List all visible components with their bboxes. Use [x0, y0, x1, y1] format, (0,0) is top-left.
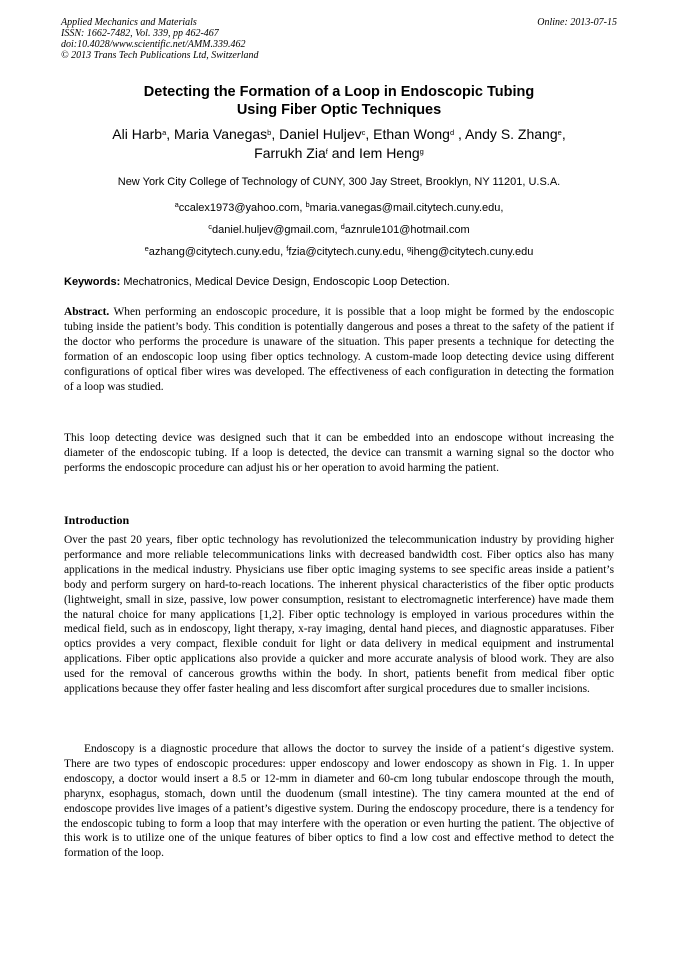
journal-header [61, 17, 617, 61]
keywords-line [64, 275, 616, 289]
email-mark: e [144, 244, 149, 253]
author-list: Ali Harb$^a$, Maria Vanegas$^b$, Daniel Huljev$^c$, Ethan Wong$^d$ , Andy S. Zhang$^e$, Farrukh Zia$^f$ and Iem Heng$^g$ [112, 126, 566, 161]
section-heading-introduction: Introduction [64, 513, 130, 527]
email-address[interactable]: azhang@citytech.cuny.edu, [148, 246, 284, 258]
email-mark: f [286, 244, 289, 253]
author-affil-mark: c [361, 128, 366, 137]
online-date: Online: 2013-07-15 [537, 17, 617, 28]
author-affil-mark: f [325, 146, 328, 156]
doi-line: doi:10.4028/www.scientific.net/AMM.339.462 [61, 39, 246, 50]
keywords-label: Keywords: [64, 276, 121, 288]
author-name: Farrukh Zia [254, 144, 326, 161]
email-address[interactable]: fzia@citytech.cuny.edu, [288, 246, 404, 258]
email-row [61, 197, 617, 219]
title-line-1: Detecting the Formation of a Loop in Endoscopic Tubing [143, 84, 535, 100]
issn-line: ISSN: 1662-7482, Vol. 339, pp 462-467 [61, 28, 219, 39]
author-name: Ali Harb [112, 126, 163, 142]
author-affil-mark: d [449, 128, 455, 137]
abstract-text: When performing an endoscopic procedure, it is possible that a loop might be formed by the endoscopic tubing inside the patient’s body. This condition is potentially dangerous and poses a threat to the safety of the patient if the doctor who performs the procedure is unaware of the situation. This paper presents a technique for detecting the formation of an endoscopic loop using fiber optics technology. A custom-made loop detecting device using different configurations of optical fiber wires was developed. The effectiveness of each configuration in detecting the formation of a loop was studied. [64, 306, 614, 393]
intro-paragraph-1: Over the past 20 years, fiber optic technology has revolutionized the telecommunication industry by providing higher performance and more reliable telecommunications links with decreased bandwidth cost. Fiber optics also has many applications in the medical industry. Physicians use fiber optic imaging systems to see specific areas inside a patient’s body and perform surgery on hard-to-reach locations. The inherent physical characteristics of the fiber optic products (lightweight, small in size, passive, low power consumption, resistant to electromagnetic interference) have made them the natural choice for many applications [1,2]. Fiber optic technology is employed in various procedures within the medical field, such as in endoscopy, light therapy, x-ray imaging, dental hand pieces, and diagnostic apparatuses. Fiber optics provides a very compact, flexible conduit for light or data delivery in medical equipment and instrumental applications. Fiber optic applications also provide a quicker and more accurate analysis of blood work. They are also used for the removal of cancerous growths within the body. In short, patients benefit from medical fiber optic applications because they offer faster healing and less discomfort after surgical procedures due to smaller incisions. [64, 534, 614, 696]
email-address[interactable]: iheng@citytech.cuny.edu [411, 246, 534, 258]
author-affil-mark: e [557, 128, 562, 137]
abstract-label: Abstract. [64, 306, 110, 318]
paper-title [61, 83, 617, 119]
email-mark: b [305, 200, 310, 209]
author-affil-mark: b [267, 128, 272, 137]
email-address[interactable]: maria.vanegas@mail.citytech.cuny.edu, [309, 202, 504, 214]
keywords-text: Mechatronics, Medical Device Design, Endoscopic Loop Detection. [123, 276, 450, 288]
email-list [61, 197, 617, 263]
email-address[interactable]: aznrule101@hotmail.com [344, 224, 470, 236]
email-row [61, 241, 617, 263]
author-name: Daniel Huljev [279, 126, 362, 142]
affiliation: New York City College of Technology of CUNY, 300 Jay Street, Brooklyn, NY 11201, U.S.A. [117, 176, 561, 188]
copyright-line: © 2013 Trans Tech Publications Ltd, Switzerland [61, 50, 259, 61]
author-name: Andy S. Zhang [465, 126, 558, 142]
email-mark: c [208, 222, 213, 231]
abstract-paragraph-2: This loop detecting device was designed such that it can be embedded into an endoscope without increasing the diameter of the endoscopic tubing. If a loop is detected, the device can transmit a warning signal so the doctor who performs the endoscopic procedure can adjust his or her operation to avoid harming the patient. [64, 432, 614, 474]
email-mark: g [406, 244, 412, 253]
author-name: Ethan Wong [373, 126, 450, 142]
email-mark: a [174, 200, 179, 209]
email-address[interactable]: daniel.huljev@gmail.com, [212, 224, 338, 236]
author-name: Maria Vanegas [174, 126, 268, 142]
author-affil-mark: a [162, 128, 167, 137]
email-address[interactable]: ccalex1973@yahoo.com, [178, 202, 303, 214]
intro-paragraph-2: Endoscopy is a diagnostic procedure that allows the doctor to survey the inside of a patient‘s digestive system. There are two types of endoscopic procedures: upper endoscopy and lower endoscopy as shown in Fig. 1. In upper endoscopy, a doctor would insert a 8.5 or 12-mm in diameter and 60-cm long tubular endoscope through the mouth, pharynx, esophagus, stomach, down until the duodenum (small intestine). The tiny camera mounted at the end of endoscope provides live images of a patient’s digestive system. During the endoscopy procedure, there is a tendency for the endoscopic tubing to form a loop that may interfere with the operation or even hurting the patient. The objective of this work is to utilize one of the unique features of biber optics to find a low cost and effective method to detect the formation of the loop. [64, 743, 614, 860]
email-row [61, 219, 617, 241]
journal-name: Applied Mechanics and Materials [61, 17, 197, 28]
author-affil-mark: g [419, 146, 424, 156]
title-line-2: Using Fiber Optic Techniques [236, 102, 442, 118]
email-mark: d [340, 222, 345, 231]
author-name: Iem Heng [358, 144, 420, 161]
abstract-paragraph [64, 305, 614, 394]
